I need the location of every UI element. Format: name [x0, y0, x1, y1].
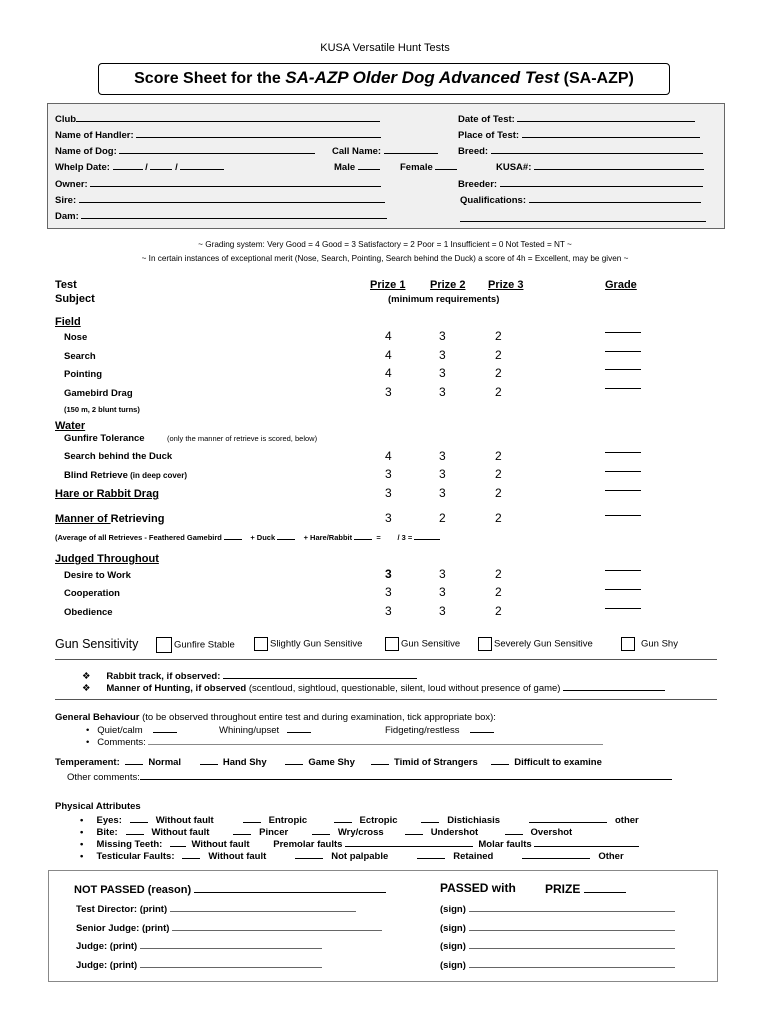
eyes-line[interactable]: • Eyes: Without fault Entropic Ectropic Distichiasis other: [80, 815, 639, 826]
prize3-value: 2: [495, 585, 502, 599]
grade-blank[interactable]: [605, 332, 641, 333]
prize-field[interactable]: PRIZE: [545, 881, 626, 896]
rabbit-track-line[interactable]: ❖ Rabbit track, if observed:: [82, 669, 417, 682]
grade-blank[interactable]: [605, 369, 641, 370]
checkbox[interactable]: [385, 637, 399, 651]
prize2-value: 3: [439, 604, 446, 618]
org-name: KUSA Versatile Hunt Tests: [320, 42, 450, 54]
checkbox[interactable]: [478, 637, 492, 651]
grade-blank[interactable]: [605, 471, 641, 472]
prize3-value: 2: [495, 486, 502, 500]
judge1-sign[interactable]: (sign): [440, 939, 675, 952]
title-box: [98, 63, 670, 95]
min-requirements: (minimum requirements): [388, 294, 500, 305]
row-label: Obedience: [64, 607, 113, 618]
field-heading: Field: [55, 316, 81, 328]
prize2-value: 3: [439, 329, 446, 343]
breeder-field[interactable]: Breeder:: [458, 177, 703, 190]
prize2-value: 3: [439, 567, 446, 581]
row-label: Gamebird Drag: [64, 388, 133, 399]
prize3-value: 2: [495, 329, 502, 343]
dog-field[interactable]: Name of Dog:: [55, 144, 315, 157]
dam-field[interactable]: Dam:: [55, 209, 387, 222]
behaviour-options[interactable]: • Quiet/calm: [86, 723, 177, 736]
prize3-heading: Prize 3: [488, 279, 524, 291]
handler-field[interactable]: Name of Handler:: [55, 128, 381, 141]
prize1-value: 3: [385, 511, 392, 525]
prize2-value: 3: [439, 585, 446, 599]
prize2-value: 3: [439, 385, 446, 399]
extra-field[interactable]: [460, 209, 706, 227]
gun-sensitivity-title: Gun Sensitivity: [55, 637, 139, 651]
judge2-field[interactable]: Judge: (print): [76, 958, 322, 971]
prize1-value: 4: [385, 348, 392, 362]
judged-heading: Judged Throughout: [55, 553, 159, 565]
grade-blank[interactable]: [605, 515, 641, 516]
gun-option-slightly[interactable]: Slightly Gun Sensitive: [254, 637, 362, 651]
director-field[interactable]: Test Director: (print): [76, 902, 356, 915]
checkbox[interactable]: [254, 637, 268, 651]
other-comments[interactable]: Other comments:: [67, 770, 672, 783]
gun-option-severely[interactable]: Severely Gun Sensitive: [478, 637, 593, 651]
prize3-value: 2: [495, 449, 502, 463]
prize3-value: 2: [495, 567, 502, 581]
fidgeting-option[interactable]: Fidgeting/restless: [385, 723, 494, 736]
prize3-value: 2: [495, 385, 502, 399]
divider: [55, 659, 717, 660]
sire-field[interactable]: Sire:: [55, 193, 385, 206]
prize2-value: 3: [439, 449, 446, 463]
whelp-field[interactable]: Whelp Date: / /: [55, 160, 224, 173]
grade-blank[interactable]: [605, 351, 641, 352]
prize3-value: 2: [495, 348, 502, 362]
prize1-value: 4: [385, 449, 392, 463]
qualifications-field[interactable]: Qualifications:: [460, 193, 701, 206]
prize2-heading: Prize 2: [430, 279, 466, 291]
grade-blank[interactable]: [605, 570, 641, 571]
whining-option[interactable]: Whining/upset: [219, 723, 311, 736]
place-field[interactable]: Place of Test:: [458, 128, 700, 141]
prize3-value: 2: [495, 511, 502, 525]
male-field[interactable]: Male: [334, 160, 380, 173]
prize2-value: 3: [439, 467, 446, 481]
behaviour-comments[interactable]: • Comments:: [86, 735, 603, 748]
row-label: Hare or Rabbit Drag: [55, 488, 159, 500]
diamond-bullet-icon: ❖: [82, 683, 91, 694]
prize1-value: 3: [385, 567, 392, 581]
prize3-value: 2: [495, 467, 502, 481]
gun-option-shy[interactable]: Gun Shy: [621, 637, 678, 651]
prize1-value: 3: [385, 604, 392, 618]
prize1-value: 4: [385, 366, 392, 380]
row-label: Manner of Retrieving: [55, 513, 165, 525]
gun-option-stable[interactable]: Gunfire Stable: [156, 637, 235, 653]
checkbox[interactable]: [156, 637, 172, 653]
drag-note: (150 m, 2 blunt turns): [64, 405, 140, 414]
prize3-value: 2: [495, 604, 502, 618]
female-field[interactable]: Female: [400, 160, 457, 173]
physical-title: Physical Attributes: [55, 801, 141, 812]
prize1-value: 3: [385, 385, 392, 399]
prize2-value: 3: [439, 486, 446, 500]
bite-line[interactable]: • Bite: Without fault Pincer Wry/cross Undershot Overshot: [80, 827, 573, 838]
grade-blank[interactable]: [605, 608, 641, 609]
water-heading: Water: [55, 420, 86, 432]
title-part-c: (SA-AZP): [559, 70, 634, 87]
row-label: Search: [64, 351, 96, 362]
checkbox[interactable]: [621, 637, 635, 651]
row-label: Nose: [64, 332, 88, 343]
senior-sign[interactable]: (sign): [440, 921, 675, 934]
not-passed-field[interactable]: NOT PASSED (reason): [74, 882, 386, 896]
test-heading: Test: [55, 279, 77, 291]
prize1-value: 3: [385, 486, 392, 500]
prize1-value: 3: [385, 467, 392, 481]
prize2-value: 3: [439, 348, 446, 362]
row-label: Cooperation: [64, 588, 120, 599]
club-field[interactable]: Club: [55, 112, 380, 125]
divider: [55, 699, 717, 700]
grade-heading: Grade: [605, 279, 637, 291]
prize2-value: 3: [439, 366, 446, 380]
senior-judge-field[interactable]: Senior Judge: (print): [76, 921, 382, 934]
general-behaviour-title: General Behaviour (to be observed throughout entire test and during examination, tick appropriate box):: [55, 712, 496, 723]
grading-line-1: ~ Grading system: Very Good = 4 Good = 3 Satisfactory = 2 Poor = 1 Insufficient = 0 Not Tested = NT ~: [198, 240, 572, 249]
judge1-field[interactable]: Judge: (print): [76, 939, 322, 952]
manner-hunting-line[interactable]: ❖ Manner of Hunting, if observed (scentloud, sightloud, questionable, silent, loud without presence of game): [82, 681, 665, 694]
owner-field[interactable]: Owner:: [55, 177, 381, 190]
row-label: Search behind the Duck: [64, 451, 173, 462]
grading-line-2: ~ In certain instances of exceptional merit (Nose, Search, Pointing, Search behind the Duck) a score of 4h = Excellent, may be given ~: [141, 254, 629, 263]
diamond-bullet-icon: ❖: [82, 671, 91, 682]
prize1-value: 4: [385, 329, 392, 343]
prize1-heading: Prize 1: [370, 279, 406, 291]
row-label: Pointing: [64, 369, 102, 380]
average-line[interactable]: (Average of all Retrieves - Feathered Gamebird + Duck + Hare/Rabbit = / 3 =: [55, 532, 440, 542]
gun-option-sensitive[interactable]: Gun Sensitive: [385, 637, 460, 651]
prize3-value: 2: [495, 366, 502, 380]
director-sign[interactable]: (sign): [440, 902, 675, 915]
missing-teeth-line[interactable]: • Missing Teeth: Without fault Premolar faults Molar faults: [80, 837, 639, 850]
title-part-a: Score Sheet for the: [134, 70, 286, 87]
gunfire-tolerance: Gunfire Tolerance: [64, 433, 145, 444]
grade-blank[interactable]: [605, 589, 641, 590]
temperament-line[interactable]: Temperament: Normal Hand Shy Game Shy Timid of Strangers Difficult to examine: [55, 757, 602, 768]
kusa-field[interactable]: KUSA#:: [496, 160, 704, 173]
call-name-field[interactable]: Call Name:: [332, 144, 438, 157]
passed-label: PASSED with: [440, 881, 516, 895]
subject-heading: Subject: [55, 293, 95, 305]
grade-blank[interactable]: [605, 388, 641, 389]
grade-blank[interactable]: [605, 452, 641, 453]
prize2-value: 2: [439, 511, 446, 525]
date-field[interactable]: Date of Test:: [458, 112, 695, 125]
row-label: Desire to Work: [64, 570, 131, 581]
title-part-b: SA-AZP Older Dog Advanced Test: [285, 68, 560, 87]
judge2-sign[interactable]: (sign): [440, 958, 675, 971]
grade-blank[interactable]: [605, 490, 641, 491]
row-label: Blind Retrieve (in deep cover): [64, 470, 188, 481]
gunfire-note: (only the manner of retrieve is scored, below): [167, 434, 318, 443]
breed-field[interactable]: Breed:: [458, 144, 703, 157]
testicular-line[interactable]: • Testicular Faults: Without fault Not palpable Retained Other: [80, 851, 624, 862]
prize1-value: 3: [385, 585, 392, 599]
